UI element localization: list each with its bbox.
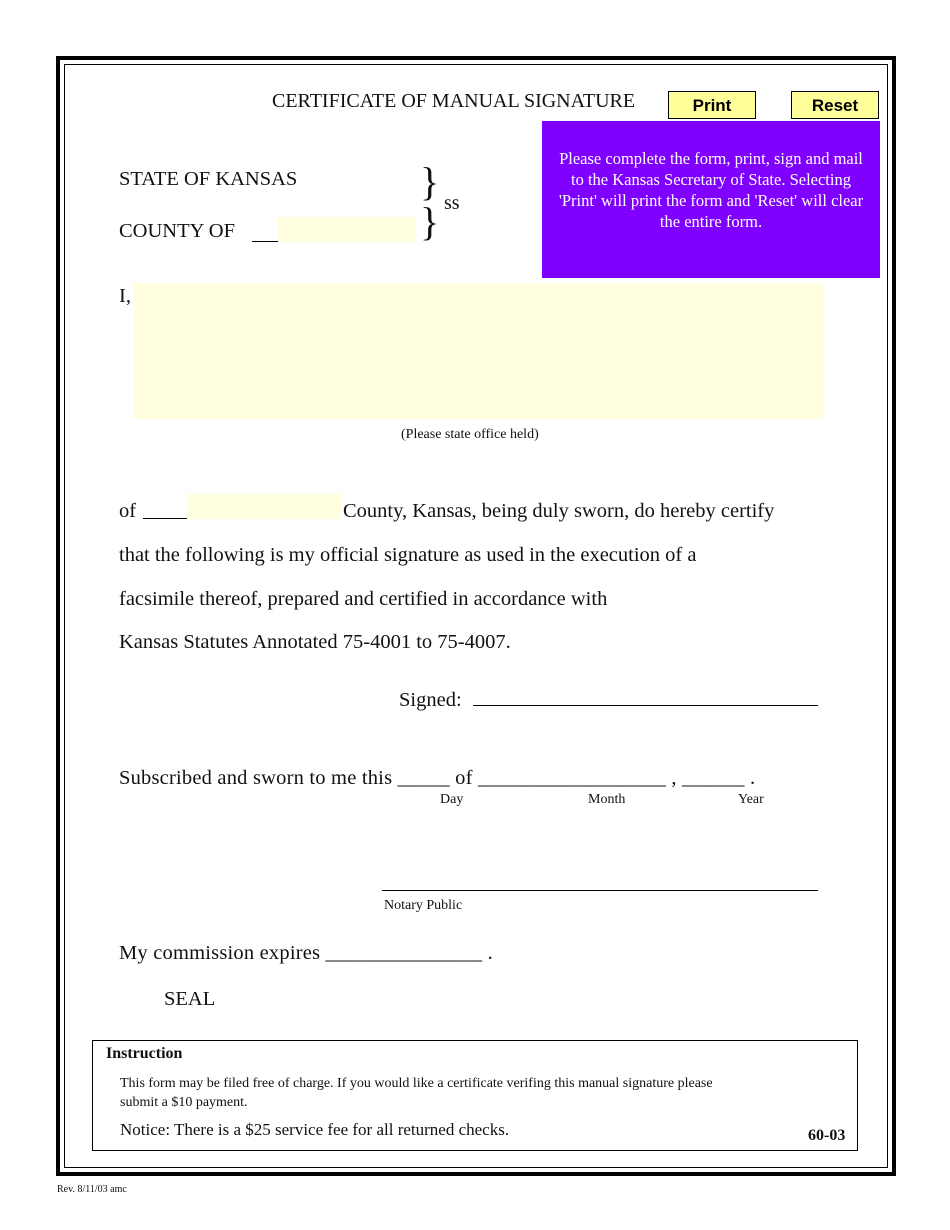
office-hint: (Please state office held): [401, 427, 539, 442]
instruction-text-1: This form may be filed free of charge. If you would like a certificate verifing this manual signature please: [120, 1076, 713, 1091]
state-label: STATE OF KANSAS: [119, 168, 298, 190]
certify-line-4: Kansas Statutes Annotated 75-4001 to 75-4007.: [119, 631, 511, 653]
subscribed-text: Subscribed and sworn to me this _____ of __________________ , ______ .: [119, 767, 756, 789]
notary-label: Notary Public: [384, 898, 463, 913]
signed-label: Signed:: [399, 689, 462, 711]
commission-text: My commission expires _______________ .: [119, 942, 493, 964]
county-input[interactable]: [278, 217, 416, 242]
i-label: I,: [119, 285, 131, 307]
office-held-input[interactable]: [134, 283, 824, 419]
instruction-text-2: submit a $10 payment.: [120, 1095, 248, 1110]
day-label: Day: [440, 792, 464, 807]
seal-label: SEAL: [164, 988, 216, 1010]
instruction-notice: Notice: There is a $25 service fee for all returned checks.: [120, 1120, 510, 1139]
reset-button[interactable]: Reset: [791, 91, 879, 119]
month-label: Month: [588, 792, 626, 807]
year-label: Year: [738, 792, 764, 807]
signature-line: [473, 705, 818, 706]
ss-label: ss: [444, 192, 460, 214]
instruction-title: Instruction: [106, 1045, 183, 1062]
notary-line: [382, 890, 818, 891]
revision-note: Rev. 8/11/03 amc: [57, 1184, 127, 1195]
certify-line-3: facsimile thereof, prepared and certified in accordance with: [119, 588, 608, 610]
brace-top: }: [420, 159, 440, 204]
of-county-input[interactable]: [187, 494, 341, 519]
brace-bottom: }: [420, 199, 440, 244]
instruction-box: [92, 1040, 858, 1151]
form-number: 60-03: [808, 1127, 846, 1144]
of-label: of: [119, 500, 137, 522]
form-title: CERTIFICATE OF MANUAL SIGNATURE: [272, 90, 636, 112]
county-label: COUNTY OF: [119, 220, 235, 242]
certify-line-2: that the following is my official signature as used in the execution of a: [119, 544, 697, 566]
certify-line-1: County, Kansas, being duly sworn, do hereby certify: [343, 500, 775, 522]
print-button[interactable]: Print: [668, 91, 756, 119]
instructions-notice: Please complete the form, print, sign and mail to the Kansas Secretary of State. Selecting 'Print' will print the form and 'Reset' will clear the entire form.: [542, 121, 880, 278]
